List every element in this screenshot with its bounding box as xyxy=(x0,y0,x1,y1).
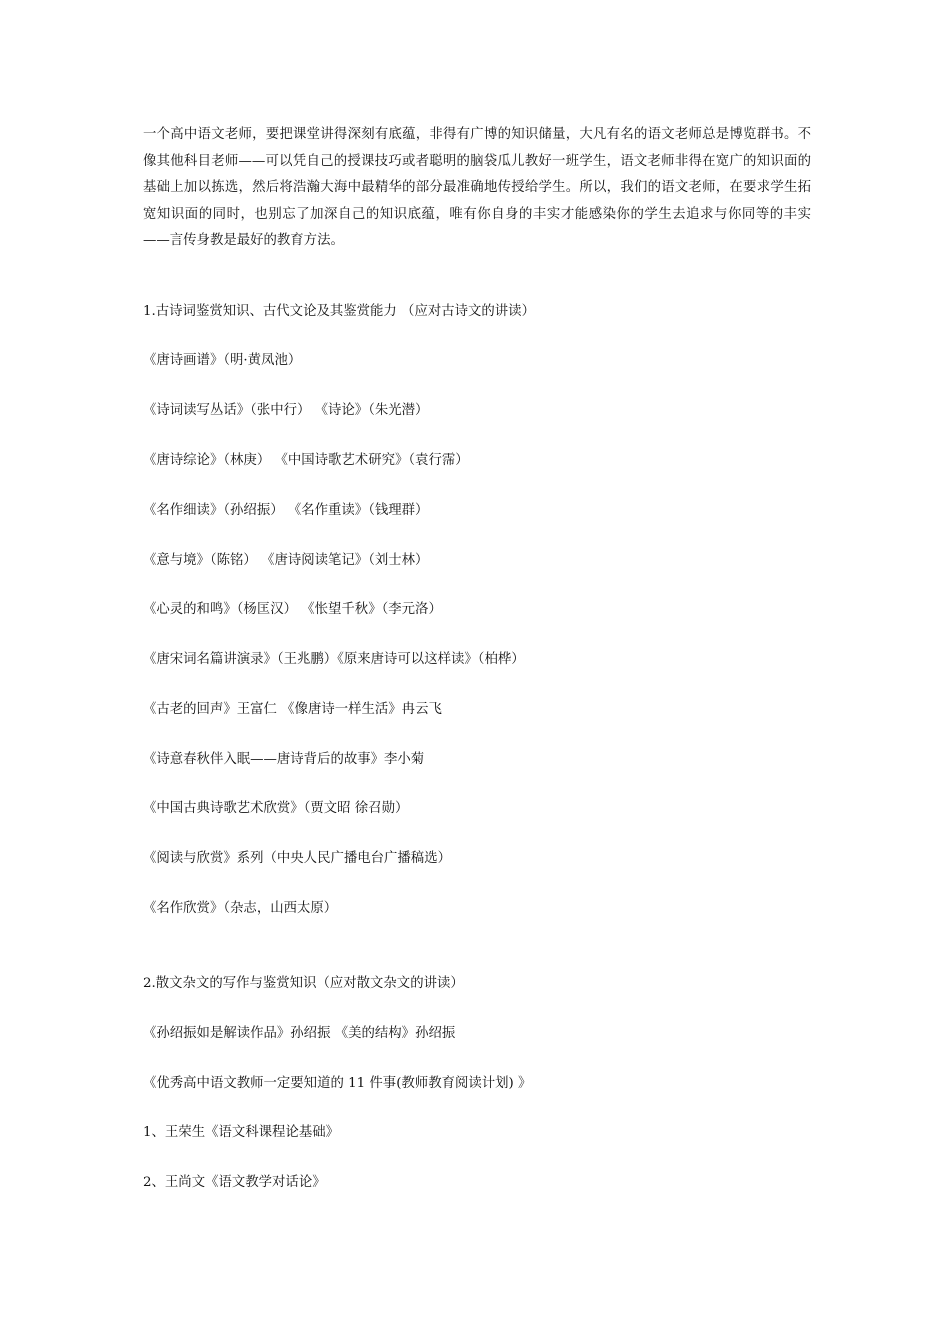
book-item: 《唐诗画谱》（明·黄凤池） xyxy=(143,353,302,368)
book-item: 《中国古典诗歌艺术欣赏》（贾文昭 徐召勋） xyxy=(143,801,409,816)
book-item: 《名作欣赏》（杂志，山西太原） xyxy=(143,901,338,916)
book-item: 《孙绍振如是解读作品》孙绍振 《美的结构》孙绍振 xyxy=(143,1026,456,1041)
book-item: 1、王荣生《语文科课程论基础》 xyxy=(143,1125,339,1140)
book-item: 《唐宋词名篇讲演录》（王兆鹏）《原来唐诗可以这样读》（柏桦） xyxy=(143,652,525,667)
book-item: 《名作细读》（孙绍振） 《名作重读》（钱理群） xyxy=(143,503,429,518)
book-item: 《诗词读写丛话》（张中行） 《诗论》（朱光潜） xyxy=(143,403,429,418)
book-item: 《意与境》（陈铭） 《唐诗阅读笔记》（刘士林） xyxy=(143,553,429,568)
book-item: 《优秀高中语文教师一定要知道的 11 件事(教师教育阅读计划) 》 xyxy=(143,1076,532,1091)
book-item: 《心灵的和鸣》（杨匡汉） 《怅望千秋》（李元洛） xyxy=(143,602,442,617)
book-item: 2、王尚文《语文教学对话论》 xyxy=(143,1175,326,1190)
book-item: 《唐诗综论》（林庚） 《中国诗歌艺术研究》（袁行霈） xyxy=(143,453,469,468)
intro-paragraph: 一个高中语文老师，要把课堂讲得深刻有底蕴，非得有广博的知识储量，大凡有名的语文老师总是博览群书。不像其他科目老师——可以凭自己的授课技巧或者聪明的脑袋瓜儿教好一班学生，语文老师非得在宽广的知识面的基础上加以拣选，然后将浩瀚大海中最精华的部分最准确地传授给学生。所以，我们的语文老师，在要求学生拓宽知识面的同时，也别忘了加深自己的知识底蕴，唯有你自身的丰实才能感染你的学生去追求与你同等的丰实——言传身教是最好的教育方法。 xyxy=(143,127,811,248)
book-item: 《阅读与欣赏》系列（中央人民广播电台广播稿选） xyxy=(143,851,451,866)
section1-heading: 1.古诗词鉴赏知识、古代文论及其鉴赏能力 （应对古诗文的讲读） xyxy=(143,304,535,319)
book-item: 《诗意春秋伴入眠——唐诗背后的故事》李小菊 xyxy=(143,752,425,767)
section2-heading: 2.散文杂文的写作与鉴赏知识（应对散文杂文的讲读） xyxy=(143,976,464,991)
book-item: 《古老的回声》王富仁 《像唐诗一样生活》冉云飞 xyxy=(143,702,442,717)
